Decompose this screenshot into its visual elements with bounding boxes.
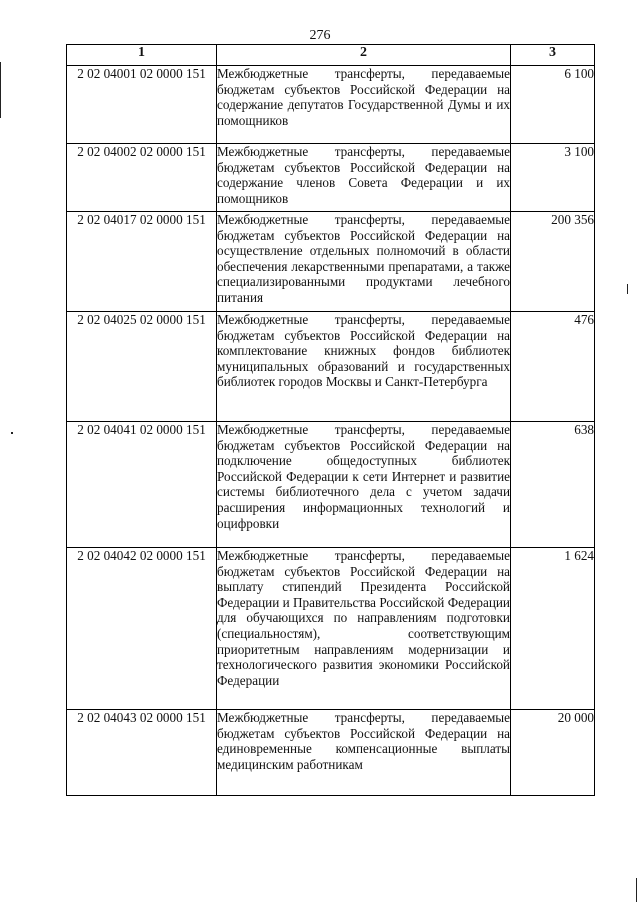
table-header-row: [67, 45, 595, 66]
scan-edge-mark-right: [636, 878, 637, 902]
row-amount: 20 000: [511, 710, 595, 796]
row-amount: 6 100: [511, 66, 595, 144]
table-row: [67, 66, 595, 144]
table-row: [67, 312, 595, 422]
row-code: 2 02 04043 02 0000 151: [67, 710, 217, 796]
column-header-code: 1: [67, 45, 217, 66]
budget-table: [66, 44, 595, 796]
row-amount: 3 100: [511, 144, 595, 212]
scan-edge-mark-left: [0, 62, 1, 118]
row-description: Межбюджетные трансферты, передаваемые бюджетам субъектов Российской Федерации на комплектование книжных фондов библиотек муниципальных образований и государственных библиотек городов Москвы и Санкт-Петербурга: [217, 312, 511, 422]
row-code: 2 02 04001 02 0000 151: [67, 66, 217, 144]
table-row: [67, 548, 595, 710]
table-row: [67, 212, 595, 312]
table-row: [67, 710, 595, 796]
table-row: [67, 422, 595, 548]
row-code: 2 02 04025 02 0000 151: [67, 312, 217, 422]
row-amount: 476: [511, 312, 595, 422]
column-header-amount: 3: [511, 45, 595, 66]
row-description: Межбюджетные трансферты, передаваемые бюджетам субъектов Российской Федерации на единовременные компенсационные выплаты медицинским работникам: [217, 710, 511, 796]
row-amount: 200 356: [511, 212, 595, 312]
row-code: 2 02 04041 02 0000 151: [67, 422, 217, 548]
row-description: Межбюджетные трансферты, передаваемые бюджетам субъектов Российской Федерации на содержание членов Совета Федерации и их помощников: [217, 144, 511, 212]
row-code: 2 02 04002 02 0000 151: [67, 144, 217, 212]
row-description: Межбюджетные трансферты, передаваемые бюджетам субъектов Российской Федерации на содержание депутатов Государственной Думы и их помощников: [217, 66, 511, 144]
page-number: 276: [309, 28, 331, 43]
row-description: Межбюджетные трансферты, передаваемые бюджетам субъектов Российской Федерации на подключение общедоступных библиотек Российской Федерации к сети Интернет и развитие системы библиотечного дела с учетом задачи расширения информационных технологий и оцифровки: [217, 422, 511, 548]
scan-dot-right: [627, 284, 628, 294]
row-code: 2 02 04017 02 0000 151: [67, 212, 217, 312]
row-amount: 1 624: [511, 548, 595, 710]
table-row: [67, 144, 595, 212]
column-header-description: 2: [217, 45, 511, 66]
row-code: 2 02 04042 02 0000 151: [67, 548, 217, 710]
row-description: Межбюджетные трансферты, передаваемые бюджетам субъектов Российской Федерации на выплату стипендий Президента Российской Федерации и Правительства Российской Федерации для обучающихся по направлениям подготовки (специальностям), соответствующим приоритетным направлениям модернизации и технологического развития экономики Российской Федерации: [217, 548, 511, 710]
row-amount: 638: [511, 422, 595, 548]
row-description: Межбюджетные трансферты, передаваемые бюджетам субъектов Российской Федерации на осуществление отдельных полномочий в области обеспечения лекарственными препаратами, а также специализированными продуктами лечебного питания: [217, 212, 511, 312]
scan-dot-left: [11, 432, 13, 434]
